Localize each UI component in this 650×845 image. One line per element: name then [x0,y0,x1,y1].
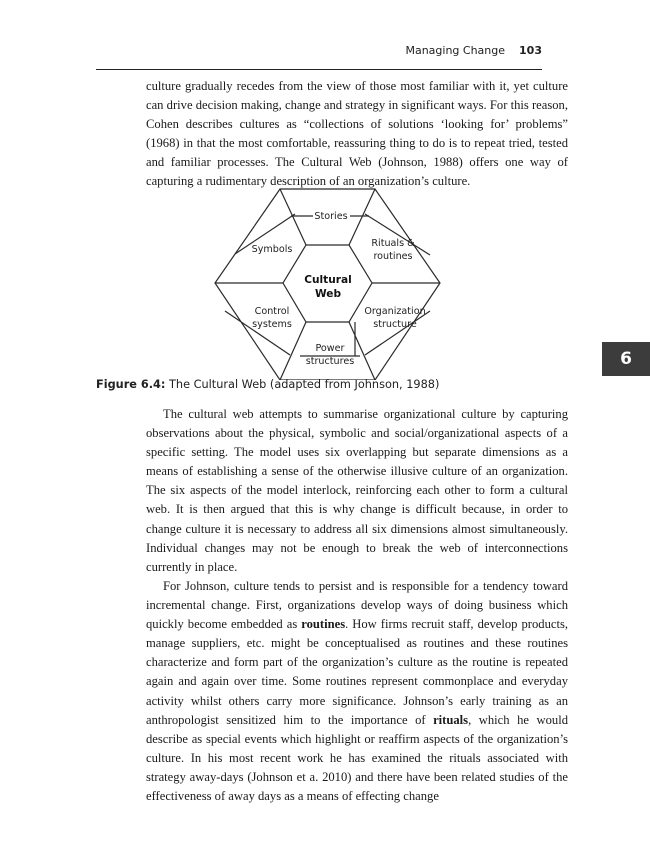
paragraph-3 [146,577,568,806]
divider-lower-right [365,311,430,355]
term-routines: routines [301,617,346,632]
cultural-web-diagram [0,0,650,380]
figure-caption-label: Figure 6.4: [96,378,166,391]
figure-caption [96,378,439,391]
divider-lower-left [225,311,290,355]
control-label-line1: Control [254,306,290,317]
paragraph-3-part3: , which he would describe as special events which highlight or reaffirm aspects of the organization’s culture. In his most recent work he has examined the rituals associated with strategy away-days (Johnson et a. 2010) and there have been related studies of the effectiveness of away days as a means of effecting change [146,712,568,804]
rituals-label-line1: Rituals & [371,238,415,249]
running-title: Managing Change [405,44,506,57]
spoke-top-left [280,189,306,245]
control-label-line2: systems [252,319,292,330]
org-label-line1: Organization [364,306,426,317]
center-label-line2: Web [314,288,342,300]
paragraph-3-part1: For Johnson, culture tends to persist and is responsible for a tendency toward incremental change. First, organizations develop ways of doing business which quickly become embedded as [146,579,568,632]
power-label-line2: structures [305,356,355,367]
stories-label: Stories [314,211,348,222]
figure-caption-text: The Cultural Web (adapted from Johnson, 1988) [165,378,440,391]
power-label-line1: Power [315,343,345,354]
paragraph-3-part2: . How firms recruit staff, develop products, manage suppliers, etc. might be conceptualised as routines and these routines characterize and form part of the organization’s culture as the routine is repeated again and again over time. Some routines represent commonplace and everyday activity whilst others carry more significance. Johnson’s early training as an anthropologist sensitized him to the importance of [146,617,569,727]
center-label-line1: Cultural [304,274,352,286]
page-number: 103 [519,44,542,57]
org-label-line2: structure [373,319,417,330]
chapter-tab: 6 [602,342,650,376]
term-rituals: rituals [433,712,469,727]
paragraph-1: culture gradually recedes from the view of those most familiar with it, yet culture can drive decision making, change and strategy in significant ways. For this reason, Cohen describes cultures as “collections of solutions ‘looking for’ problems” (1968) in that the most comfortable, reassuring thing to do is to repeat tried, tested and familiar processes. The Cultural Web (Johnson, 1988) offers one way of capturing a rudimentary description of an organization’s culture. [146,79,568,189]
symbols-label: Symbols [251,244,293,255]
paragraph-2: The cultural web attempts to summarise organizational culture by capturing observations about the physical, symbolic and social/organizational aspects of a specific setting. The model uses six overlapping but separate dimensions as a means of establishing a sense of the otherwise illusive culture of an organization. The six aspects of the model interlock, reinforcing each other to form a cultural web. It is then argued that this is why change is difficult because, in order to change culture it is necessary to address all six dimensions almost simultaneously. Individual changes may not be enough to break the web of interconnections currently in place. [146,407,568,574]
spoke-top-right [349,189,375,245]
rituals-label-line2: routines [373,251,413,262]
